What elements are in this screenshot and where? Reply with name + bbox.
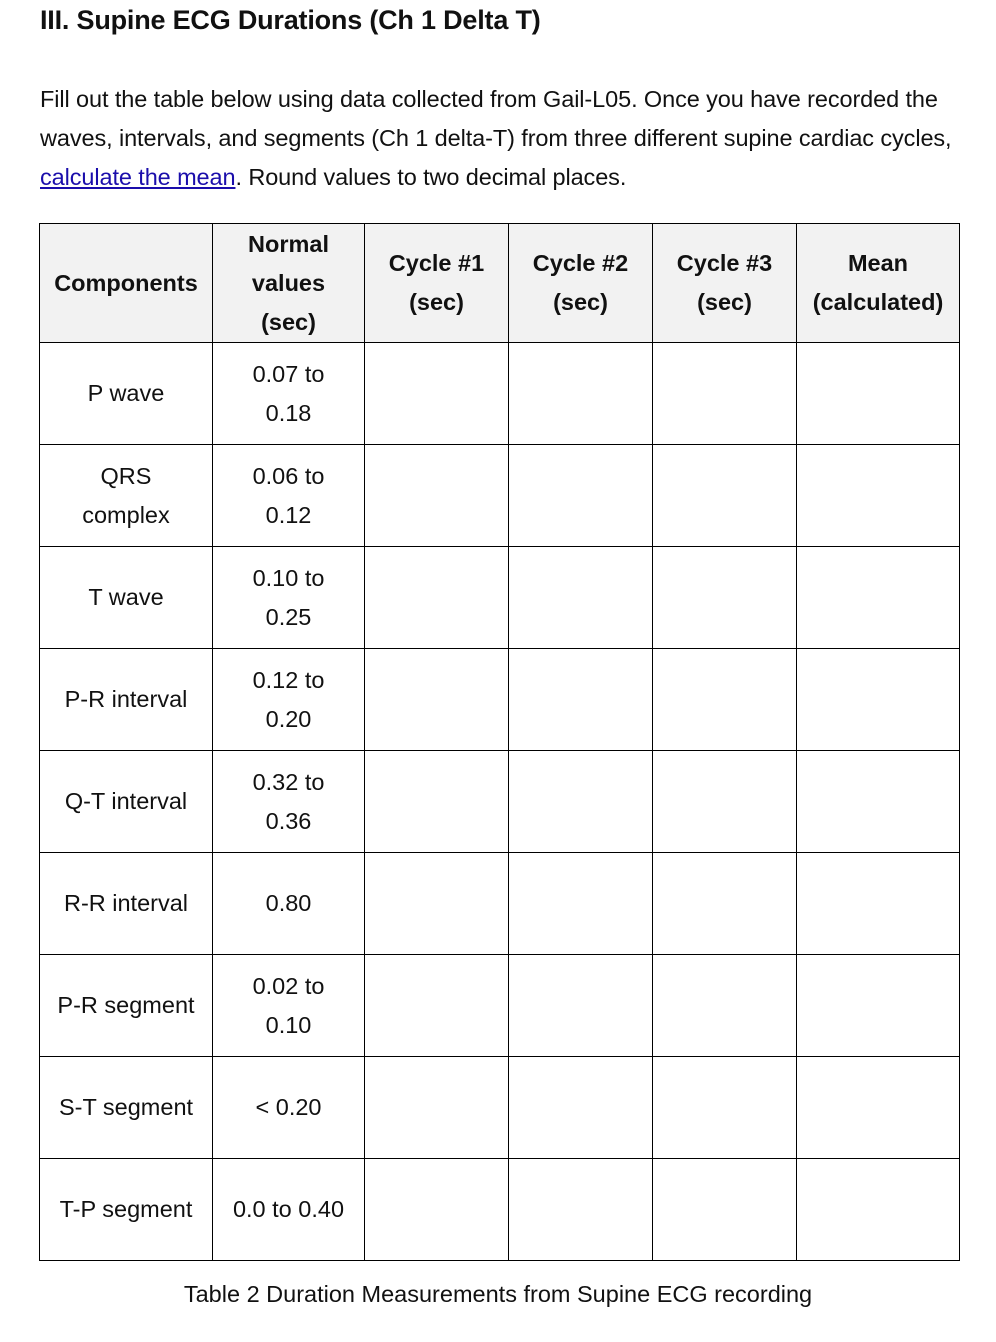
cycle-3-cell[interactable]: [653, 547, 797, 649]
duration-table: [39, 223, 960, 1261]
cycle-3-cell[interactable]: [653, 445, 797, 547]
cycle-2-cell[interactable]: [509, 343, 653, 445]
instructions-text-end: . Round values to two decimal places.: [235, 164, 627, 190]
normal-value-cell: [213, 343, 365, 445]
component-label: T-P segment: [59, 1196, 193, 1222]
normal-value-line: 0.36: [265, 807, 312, 834]
table-row: [40, 853, 960, 955]
component-cell: [40, 445, 213, 547]
cycle-2-cell[interactable]: [509, 649, 653, 751]
table-row: [40, 1057, 960, 1159]
mean-cell[interactable]: [797, 445, 960, 547]
normal-value-cell: [213, 1159, 365, 1261]
normal-value-line: 0.12 to: [252, 666, 325, 693]
table-row: [40, 547, 960, 649]
component-label: complex: [82, 501, 170, 528]
normal-value-cell: [213, 1057, 365, 1159]
instructions-paragraph: [40, 80, 970, 197]
mean-cell[interactable]: [797, 751, 960, 853]
cycle-2-cell[interactable]: [509, 853, 653, 955]
calculate-mean-link[interactable]: calculate the mean: [40, 164, 236, 190]
component-cell: [40, 1159, 213, 1261]
component-label: P wave: [87, 380, 165, 406]
header-components-label: Components: [54, 269, 198, 296]
cycle-2-cell[interactable]: [509, 445, 653, 547]
table-row: [40, 751, 960, 853]
header-normal-line: (sec): [261, 308, 316, 335]
mean-cell[interactable]: [797, 547, 960, 649]
component-cell: [40, 649, 213, 751]
normal-value-cell: [213, 649, 365, 751]
header-cycle-3-line: Cycle #3: [676, 250, 773, 276]
cycle-1-cell[interactable]: [365, 547, 509, 649]
component-cell: [40, 955, 213, 1057]
header-cycle-1-line: (sec): [409, 289, 464, 315]
cycle-1-cell[interactable]: [365, 853, 509, 955]
normal-value-line: 0.20: [265, 705, 312, 732]
header-normal-values: [213, 224, 365, 343]
table-row: [40, 1159, 960, 1261]
component-cell: [40, 547, 213, 649]
normal-value-line: 0.18: [265, 399, 312, 426]
cycle-2-cell[interactable]: [509, 955, 653, 1057]
mean-cell[interactable]: [797, 853, 960, 955]
component-label: P-R interval: [64, 686, 188, 712]
mean-cell[interactable]: [797, 343, 960, 445]
cycle-2-cell[interactable]: [509, 1159, 653, 1261]
normal-value-line: 0.07 to: [252, 360, 325, 387]
normal-value-line: 0.25: [265, 603, 312, 630]
component-cell: [40, 751, 213, 853]
normal-value-line: 0.10: [265, 1011, 312, 1038]
header-cycle-3: [653, 224, 797, 343]
instructions-text: Fill out the table below using data collected from Gail-L05. Once you have recorded the waves, intervals, and segments (Ch 1 delta-T) from three different supine cardiac cycles,: [40, 86, 952, 151]
normal-value-cell: [213, 853, 365, 955]
normal-value-cell: [213, 547, 365, 649]
cycle-1-cell[interactable]: [365, 955, 509, 1057]
cycle-1-cell[interactable]: [365, 343, 509, 445]
table-row: [40, 343, 960, 445]
table-header-row: [40, 224, 960, 343]
mean-cell[interactable]: [797, 1159, 960, 1261]
table-row: [40, 955, 960, 1057]
cycle-1-cell[interactable]: [365, 751, 509, 853]
header-normal-line: values: [251, 269, 326, 296]
header-mean-line: Mean: [847, 250, 909, 276]
cycle-3-cell[interactable]: [653, 853, 797, 955]
cycle-3-cell[interactable]: [653, 649, 797, 751]
table-row: [40, 445, 960, 547]
cycle-3-cell[interactable]: [653, 751, 797, 853]
component-label: P-R segment: [57, 992, 195, 1018]
header-normal-line: Normal: [248, 230, 329, 257]
normal-value-line: 0.06 to: [252, 462, 325, 489]
component-label: S-T segment: [58, 1094, 194, 1120]
table-row: [40, 649, 960, 751]
normal-value-line: < 0.20: [255, 1094, 322, 1120]
component-cell: [40, 853, 213, 955]
cycle-1-cell[interactable]: [365, 1057, 509, 1159]
component-cell: [40, 343, 213, 445]
component-label: R-R interval: [63, 890, 189, 916]
cycle-2-cell[interactable]: [509, 547, 653, 649]
header-cycle-2-line: Cycle #2: [532, 250, 629, 276]
header-mean-line: (calculated): [812, 289, 944, 315]
normal-value-line: 0.32 to: [252, 768, 325, 795]
header-mean: [797, 224, 960, 343]
normal-value-cell: [213, 445, 365, 547]
normal-value-line: 0.10 to: [252, 564, 325, 591]
component-label: Q-T interval: [64, 788, 188, 814]
header-components: [40, 224, 213, 343]
header-cycle-1: [365, 224, 509, 343]
mean-cell[interactable]: [797, 1057, 960, 1159]
normal-value-line: 0.0 to 0.40: [232, 1196, 345, 1222]
normal-value-cell: [213, 751, 365, 853]
header-cycle-1-line: Cycle #1: [388, 250, 485, 276]
cycle-2-cell[interactable]: [509, 1057, 653, 1159]
header-cycle-2-line: (sec): [553, 289, 608, 315]
component-label: T wave: [88, 584, 164, 610]
mean-cell[interactable]: [797, 649, 960, 751]
normal-value-line: 0.02 to: [252, 972, 325, 999]
mean-cell[interactable]: [797, 955, 960, 1057]
normal-value-cell: [213, 955, 365, 1057]
cycle-3-cell[interactable]: [653, 343, 797, 445]
normal-value-line: 0.80: [265, 890, 312, 916]
cycle-3-cell[interactable]: [653, 1159, 797, 1261]
cycle-1-cell[interactable]: [365, 1159, 509, 1261]
cycle-1-cell[interactable]: [365, 445, 509, 547]
header-cycle-3-line: (sec): [697, 289, 752, 315]
normal-value-line: 0.12: [265, 501, 312, 528]
cycle-2-cell[interactable]: [509, 751, 653, 853]
table-caption: Table 2 Duration Measurements from Supine ECG recording: [183, 1281, 813, 1307]
section-title: III. Supine ECG Durations (Ch 1 Delta T): [40, 5, 541, 35]
cycle-3-cell[interactable]: [653, 955, 797, 1057]
header-cycle-2: [509, 224, 653, 343]
component-cell: [40, 1057, 213, 1159]
component-label: QRS: [100, 462, 152, 489]
cycle-1-cell[interactable]: [365, 649, 509, 751]
cycle-3-cell[interactable]: [653, 1057, 797, 1159]
